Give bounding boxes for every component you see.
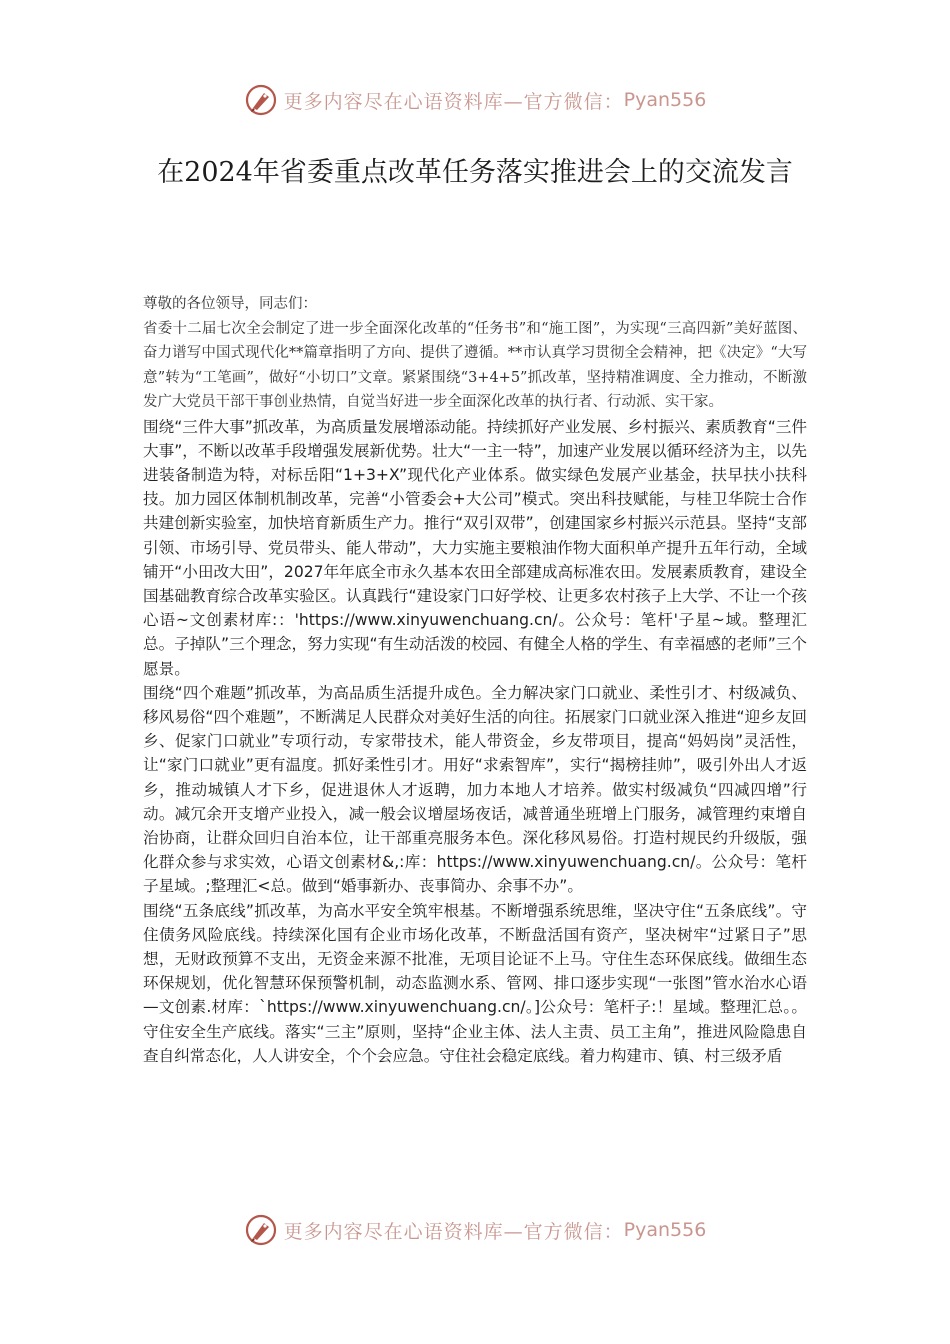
watermark-banner-bottom [0,1210,950,1250]
watermark-banner-top [0,80,950,120]
watermark-text: 更多内容尽在心语资料库—官方微信： [283,1220,624,1243]
pen-nib-logo-icon [244,1213,278,1247]
watermark-text: 更多内容尽在心语资料库—官方微信： [283,90,624,113]
page-title: 在2024年省委重点改革任务落实推进会上的交流发言 [157,157,793,188]
watermark-handle: Pyan556 [623,89,707,111]
salutation: 尊敬的各位领导，同志们： [143,296,317,312]
section-paragraph-three-matters: 围绕“三件大事”抓改革，为高质量发展增添动能。持续抓好产业发展、乡村振兴、素质教育“三件大事”，不断以改革手段增强发展新优势。壮大“一主一特”，加速产业发展以循环经济为主，以先进装备制造为特，对标岳阳“1+3+X”现代化产业体系。做实绿色发展产业基金，扶早扶小扶科技。加力园区体制机制改革，完善“小管委会+大公司”模式。突出科技赋能，与桂卫华院士合作共建创新实验室，加快培育新质生产力。推行“双引双带”，创建国家乡村振兴示范县。坚持“支部引领、市场引导、党员带头、能人带动”，大力实施主要粮油作物大面积单产提升五年行动，全域铺开“小田改大田”，2027年年底全市永久基本农田全部建成高标准农田。发展素质教育，建设全国基础教育综合改革实验区。认真践行“建设家门口好学校、让更多农村孩子上大学、不让一个孩心语~文创素材库:：'https://www.xinyuwenchuang.cn/。公众号：笔杆'子星~域。整理汇总。子掉队”三个理念，努力实现“有生动活泼的校园、有健全人格的学生、有幸福感的老师”三个愿景。 [143,417,807,678]
section-paragraph-four-problems: 围绕“四个难题”抓改革，为高品质生活提升成色。全力解决家门口就业、柔性引才、村级减负、移风易俗“四个难题”，不断满足人民群众对美好生活的向往。拓展家门口就业深入推进“迎乡友回乡、促家门口就业”专项行动，专家带技术，能人带资金，乡友带项目，提高“妈妈岗”灵活性，让“家门口就业”更有温度。抓好柔性引才。用好“求索智库”，实行“揭榜挂帅”，吸引外出人才返乡，推动城镇人才下乡，促进退休人才返聘，加力本地人才培养。做实村级减负“四减四增”行动。减冗余开支增产业投入，减一般会议增屋场夜话，减普通坐班增上门服务，减管理约束增自治协商，让群众回归自治本位，让干部重亮服务本色。深化移风易俗。打造村规民约升级版，强化群众参与求实效，心语文创素材&,:库：https://www.xinyuwenchuang.cn/。公众号：笔杆子星域。;整理汇<总。做到“婚事新办、丧事简办、余事不办”。 [143,683,807,896]
document-body [143,292,807,1068]
intro-paragraph: 省委十二届七次全会制定了进一步全面深化改革的“任务书”和“施工图”，为实现“三高四新”美好蓝图、奋力谱写中国式现代化**篇章指明了方向、提供了遵循。**市认真学习贯彻全会精神，把《决定》“大写意”转为“工笔画”，做好“小切口”文章。紧紧围绕“3+4+5”抓改革，坚持精准调度、全力推动，不断激发广大党员干部干事创业热情，自觉当好进一步全面深化改革的执行者、行动派、实干家。 [143,320,807,410]
pen-nib-logo-icon [244,83,278,117]
section-paragraph-five-baselines: 围绕“五条底线”抓改革，为高水平安全筑牢根基。不断增强系统思维，坚决守住“五条底线”。守住债务风险底线。持续深化国有企业市场化改革，不断盘活国有资产，坚决树牢“过紧日子”思想，无财政预算不支出，无资金来源不批准，无项目论证不上马。守住生态环保底线。做细生态环保规划，优化智慧环保预警机制，动态监测水系、管网、排口逐步实现“一张图”管水治水心语—文创素.材库：`https://www.xinyuwenchuang.cn/。]公众号：笔杆子:！星域。整理汇总。。守住安全生产底线。落实“三主”原则，坚持“企业主体、法人主责、员工主角”，推进风险隐患自查自纠常态化，人人讲安全，个个会应急。守住社会稳定底线。着力构建市、镇、村三级矛盾 [143,901,807,1065]
watermark-handle: Pyan556 [623,1219,707,1241]
